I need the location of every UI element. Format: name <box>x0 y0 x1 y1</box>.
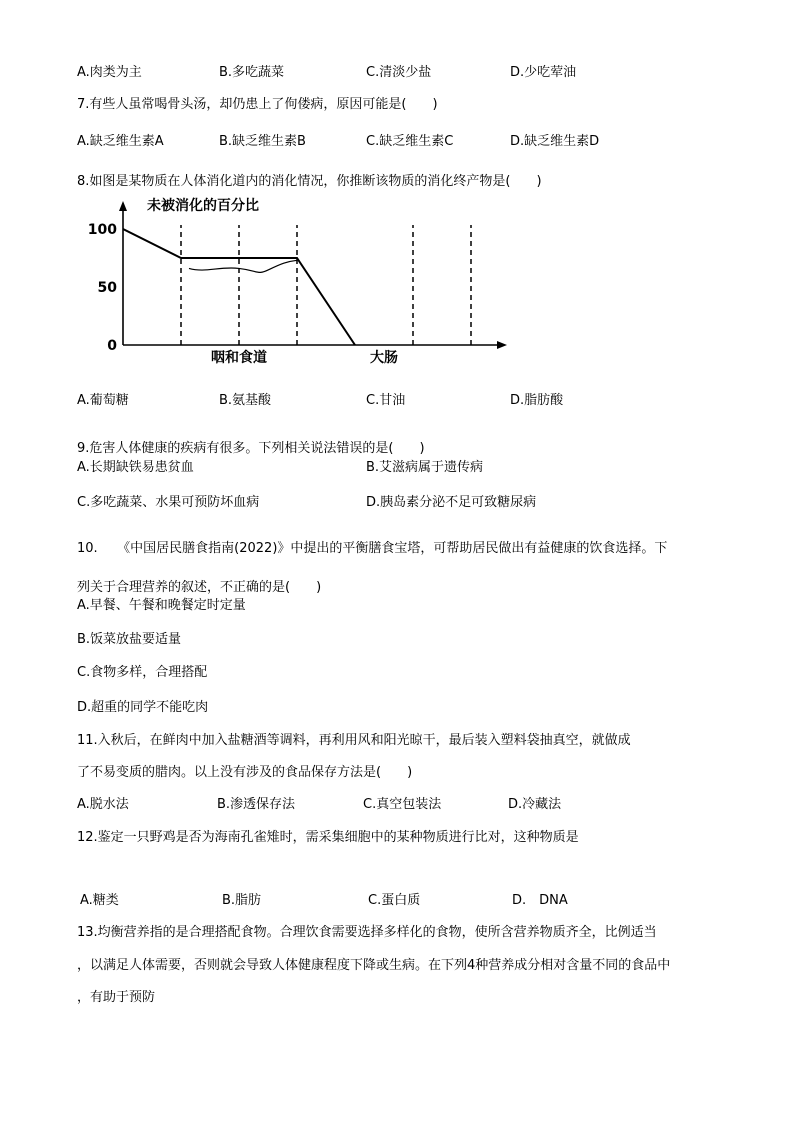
q12-option-d: D. DNA <box>512 893 568 908</box>
q12-option-b: B.脂肪 <box>222 893 262 908</box>
q7-option-a: A.缺乏维生素A <box>77 134 164 149</box>
y-tick-label-2: 100 <box>87 222 117 238</box>
q8-option-a: A.葡萄糖 <box>77 393 129 408</box>
q12-option-c: C.蛋白质 <box>368 893 421 908</box>
q10-stem-line2: 列关于合理营养的叙述，不正确的是( ) <box>77 580 322 595</box>
q6-option-b: B.多吃蔬菜 <box>219 65 285 80</box>
q11-stem-line2: 了不易变质的腊肉。以上没有涉及的食品保存方法是( ) <box>77 765 413 780</box>
y-tick-label-0: 0 <box>107 338 117 354</box>
q6-option-c: C.清淡少盐 <box>366 65 432 80</box>
q9-option-c: C.多吃蔬菜、水果可预防坏血病 <box>77 495 260 510</box>
q7-stem: 7.有些人虽常喝骨头汤，却仍患上了佝偻病，原因可能是( ) <box>77 97 438 112</box>
q9-option-d: D.胰岛素分泌不足可致糖尿病 <box>366 495 537 510</box>
q12-stem: 12.鉴定一只野鸡是否为海南孔雀雉时，需采集细胞中的某种物质进行比对，这种物质是 <box>77 830 579 845</box>
q13-line2: ，以满足人体需要，否则就会导致人体健康程度下降或生病。在下列4种营养成分相对含量不同的食品中 <box>77 958 671 973</box>
q13-line3: ，有助于预防 <box>77 990 156 1005</box>
q11-option-c: C.真空包装法 <box>363 797 442 812</box>
y-tick-label-1: 50 <box>97 280 117 296</box>
q8-option-d: D.脂肪酸 <box>510 393 564 408</box>
q7-option-b: B.缺乏维生素B <box>219 134 306 149</box>
q10-option-c: C.食物多样，合理搭配 <box>77 665 208 680</box>
q10-option-d: D.超重的同学不能吃肉 <box>77 700 209 715</box>
q11-stem-line1: 11.入秋后，在鲜肉中加入盐糖酒等调料，再利用风和阳光晾干，最后装入塑料袋抽真空，就做成 <box>77 733 631 748</box>
q11-option-d: D.冷藏法 <box>508 797 562 812</box>
q12-option-a: A.糖类 <box>80 893 119 908</box>
q13-line1: 13.均衡营养指的是合理搭配食物。合理饮食需要选择多样化的食物，使所含营养物质齐全，比例适当 <box>77 925 657 940</box>
inner-curve <box>189 260 297 272</box>
digestion-chart <box>87 195 455 366</box>
q6-option-a: A.肉类为主 <box>77 65 142 80</box>
q8-option-b: B.氨基酸 <box>219 393 272 408</box>
q10-stem-line1: 10. 《中国居民膳食指南(2022)》中提出的平衡膳食宝塔，可帮助居民做出有益健康的饮食选择。下 <box>77 541 668 556</box>
q9-option-a: A.长期缺铁易患贫血 <box>77 460 194 475</box>
x-label-0: 咽和食道 <box>211 350 267 366</box>
q9-option-b: B.艾滋病属于遗传病 <box>366 460 484 475</box>
q11-option-b: B.渗透保存法 <box>217 797 296 812</box>
x-axis-arrow <box>497 341 507 349</box>
y-axis-arrow <box>119 201 127 211</box>
q6-option-d: D.少吃荤油 <box>510 65 577 80</box>
q10-option-b: B.饭菜放盐要适量 <box>77 632 182 647</box>
q7-option-c: C.缺乏维生素C <box>366 134 454 149</box>
q8-option-c: C.甘油 <box>366 393 406 408</box>
q9-stem: 9.危害人体健康的疾病有很多。下列相关说法错误的是( ) <box>77 441 425 456</box>
x-label-1: 大肠 <box>370 350 398 366</box>
y-axis-label: 未被消化的百分比 <box>147 198 259 214</box>
q8-stem: 8.如图是某物质在人体消化道内的消化情况，你推断该物质的消化终产物是( ) <box>77 174 542 189</box>
q10-option-a: A.早餐、午餐和晚餐定时定量 <box>77 598 246 613</box>
q7-option-d: D.缺乏维生素D <box>510 134 600 149</box>
q11-option-a: A.脱水法 <box>77 797 129 812</box>
